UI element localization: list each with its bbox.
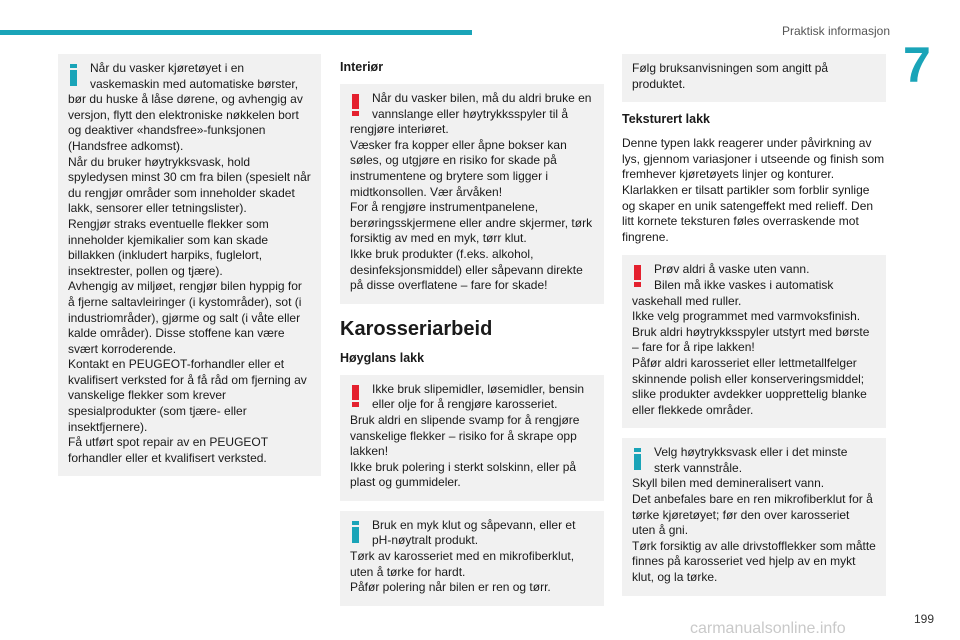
warning-box-body: rengjøre interiøret. Væsker fra kopper eller åpne bokser kan søles, og utgjøre en risiko for skade på instrumentene og brytere som ligger i midtkonsollen. Vær årvåken! For å rengjøre instrumentpanelene, berøringsskjermene eller andre skjermer, tørk forsiktig av med en myk, tørr klut. Ikke bruk produkter (f.eks. alkohol, desinfeksjonsmiddel) eller såpevann direkte på disse overflatene – fare for skade! — [350, 122, 593, 293]
warning-box-body: Bruk aldri en slipende svamp for å rengjøre vanskelige flekker – risiko for å skrape opp lakken! Ikke bruk polering i sterkt solskinn, eller på plast og gummideler. — [350, 412, 580, 490]
info-box-lead: Bruk en myk klut og såpevann, eller et pH-nøytralt produkt. — [372, 517, 576, 548]
plain-box-text: Følg bruksanvisningen som angitt på produktet. — [632, 61, 829, 91]
warning-box-interior — [340, 84, 604, 304]
section-title: Karosseriarbeid — [340, 317, 493, 340]
info-box-body: Tørk av karosseriet med en mikrofiberklut, uten å tørke for hardt. Påfør polering når bilen er ren og tørr. — [350, 549, 575, 595]
column-1 — [58, 54, 321, 486]
info-box-body: Skyll bilen med demineralisert vann. Det anbefales bare en ren mikrofiberklut for å tørke kjøretøyet; før den over karosseriet uten å gni. Tørk forsiktig av alle drivstofflekker som måtte finnes på karosseriet ved hjelp av en mykt klut, og la tørke. — [632, 476, 876, 585]
info-box-body: bør du huske å låse dørene, og avhengig av versjon, flytt den elektroniske nøkkelen bort og deaktiver «handsfree»-funksjonen (Handsfree adkomst). Når du bruker høytrykksvask, hold spyledysen minst 30 cm fra bilen (spesielt når du rengjør områder som inneholder skadet lakk, sensorer eller tetningslister). Rengjør straks eventuelle flekker som inneholder kjemikalier som kan skade billakken (inkludert harpiks, fuglelort, insektrester, pollen og tjære). Avhengig av miljøet, rengjør bilen hyppig for å fjerne saltavleiringer (i kystområder), sot (i industriområder), gjørme og salt (i våte eller kalde områder). Disse stoffene kan være svært korroderende. Kontakt en PEUGEOT-forhandler eller et kvalifisert verksted for å få råd om fjerning av vanskelige flekker som krever spesialprodukter (som tjære- eller insektfjernere). Få utført spot repair av en PEUGEOT forhandler eller et kvalifisert verksted. — [68, 92, 311, 465]
warning-box-body: vaskehall med ruller. Ikke velg programmet med varmvoksfinish. Bruk aldri høytrykksspyler utstyrt med børste – fare for å ripe lakken! Påfør aldri karosseriet eller lettmetallfelger skinnende polish eller konserveringsmiddel; slike produkter avdekker uopprettelig blanke eller flekkede områder. — [632, 293, 870, 417]
warning-icon — [350, 385, 361, 407]
info-box-lead: Velg høytrykksvask eller i det minste sterk vannstråle. — [654, 445, 848, 475]
warning-box-textured — [622, 255, 886, 428]
header-title: Praktisk informasjon — [781, 24, 890, 38]
warning-box-lead: Ikke bruk slipemidler, løsemidler, bensin eller olje for å rengjøre karosseriet. — [372, 381, 585, 412]
header-accent-bar — [0, 30, 472, 35]
watermark: carmanualsonline.info — [690, 620, 846, 637]
info-icon — [68, 64, 79, 86]
info-icon — [632, 448, 643, 470]
info-box-first — [68, 61, 311, 92]
textured-title: Teksturert lakk — [622, 112, 711, 127]
plain-box — [622, 54, 886, 102]
gloss-title: Høyglans lakk — [340, 350, 425, 365]
textured-paragraph: Denne typen lakk reagerer under påvirkning av lys, gjennom variasjoner i utseende og finish som fremhever kjøretøyets linjer og konturer. Klarlakken er tilsatt partikler som forblir synlige og skaper en unik satengeffekt med relieff. Den litt kornete teksturen føles overraskende mot fingrene. — [622, 136, 885, 244]
info-box-first — [350, 518, 594, 549]
warning-box-first — [350, 91, 594, 122]
warning-box-gloss — [340, 375, 604, 501]
info-box-first — [632, 445, 876, 476]
warning-box-first — [350, 382, 594, 413]
chapter-number: 7 — [903, 37, 931, 93]
warning-box-lead: Prøv aldri å vaske uten vann. Bilen må ikke vaskes i automatisk — [654, 262, 834, 292]
warning-box-first — [632, 262, 876, 293]
page-number: 199 — [913, 612, 934, 626]
info-box-gloss — [340, 511, 604, 606]
interior-title: Interiør — [340, 60, 384, 74]
info-box-textured — [622, 438, 886, 595]
info-icon — [350, 521, 361, 543]
warning-box-lead: Når du vasker bilen, må du aldri bruke en vannslange eller høytrykksspyler til å — [372, 91, 592, 121]
info-box — [58, 54, 321, 476]
info-box-lead: Når du vasker kjøretøyet i en vaskemaskin med automatiske børster, — [90, 61, 299, 91]
column-2 — [340, 54, 604, 616]
warning-icon — [632, 265, 643, 287]
column-3 — [622, 54, 886, 606]
warning-icon — [350, 94, 361, 116]
